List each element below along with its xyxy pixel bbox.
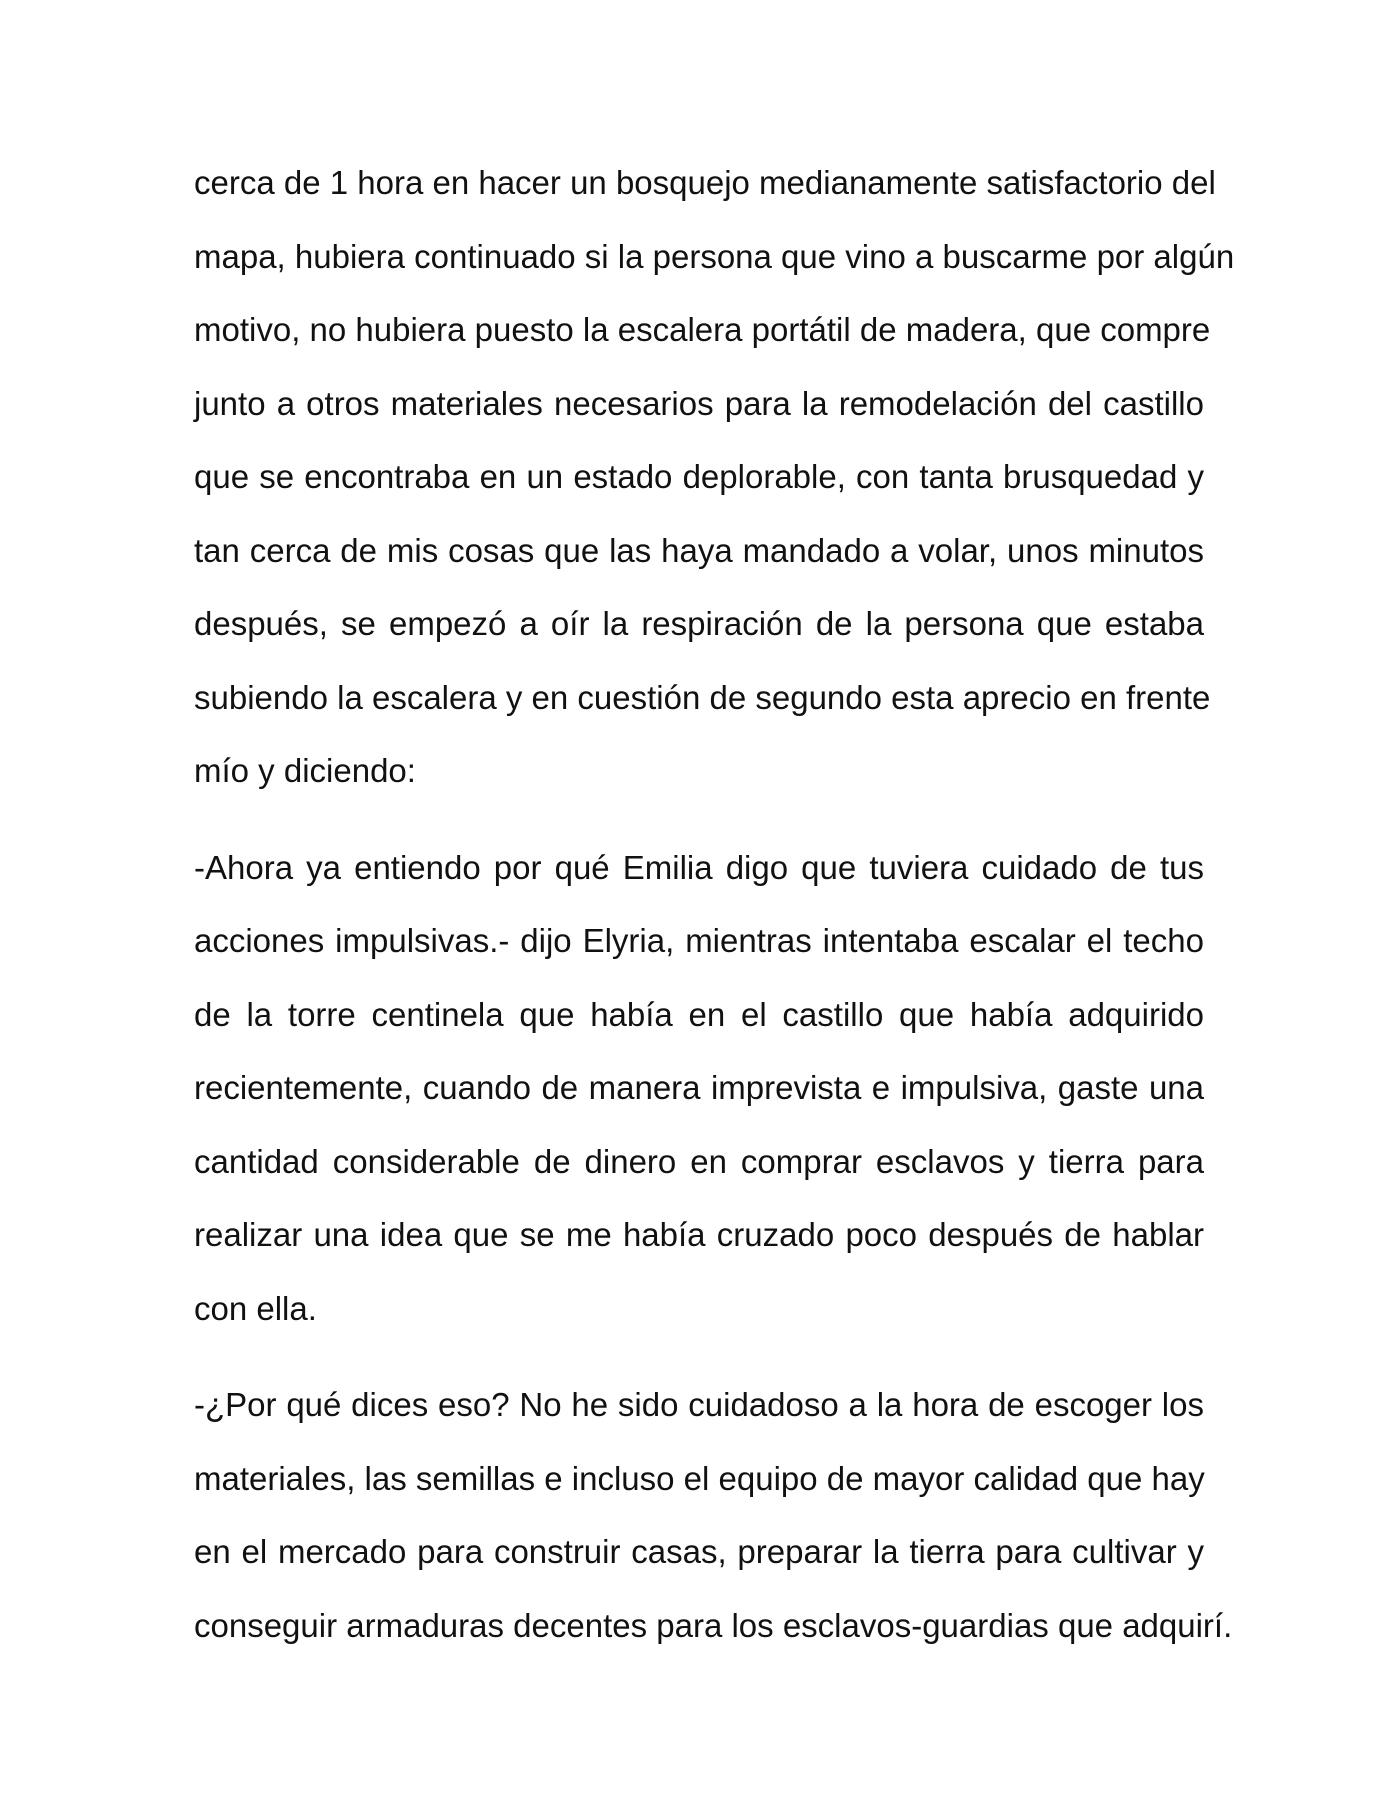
text-line: de la torre centinela que había en el castillo que había adquirido bbox=[194, 995, 1204, 1033]
text-line: después, se empezó a oír la respiración de la persona que estaba bbox=[194, 605, 1204, 642]
text-line: en el mercado para construir casas, preparar la tierra para cultivar y bbox=[194, 1533, 1204, 1570]
text-line: realizar una idea que se me había cruzado poco después de hablar bbox=[194, 1216, 1204, 1253]
document-body bbox=[194, 146, 1235, 1662]
text-line: tan cerca de mis cosas que las haya mandado a volar, unos minutos bbox=[194, 531, 1204, 569]
text-line: acciones impulsivas.- dijo Elyria, mientras intentaba escalar el techo bbox=[194, 922, 1204, 959]
paragraph-2 bbox=[194, 831, 1204, 1346]
text-line: materiales, las semillas e incluso el equipo de mayor calidad que hay bbox=[194, 1459, 1205, 1497]
paragraph-spacer bbox=[194, 1345, 1204, 1368]
text-line: cerca de 1 hora en hacer un bosquejo medianamente satisfactorio del bbox=[194, 164, 1216, 201]
text-line: conseguir armaduras decentes para los esclavos-guardias que adquirí. bbox=[194, 1606, 1233, 1644]
paragraph-spacer bbox=[194, 808, 1204, 831]
paragraph-1 bbox=[194, 146, 1235, 808]
text-line: mío y diciendo: bbox=[194, 752, 416, 789]
text-line: -¿Por qué dices eso? No he sido cuidadoso a la hora de escoger los bbox=[194, 1386, 1204, 1423]
text-line: junto a otros materiales necesarios para la remodelación del castillo bbox=[194, 384, 1204, 422]
text-line: con ella. bbox=[194, 1289, 317, 1327]
text-line: cantidad considerable de dinero en comprar esclavos y tierra para bbox=[194, 1142, 1204, 1180]
text-line: que se encontraba en un estado deplorable, con tanta brusquedad y bbox=[194, 458, 1204, 495]
text-line: recientemente, cuando de manera imprevista e impulsiva, gaste una bbox=[194, 1069, 1204, 1106]
text-line: motivo, no hubiera puesto la escalera portátil de madera, que compre bbox=[194, 311, 1211, 348]
text-line: -Ahora ya entiendo por qué Emilia digo que tuviera cuidado de tus bbox=[194, 848, 1204, 886]
paragraph-3 bbox=[194, 1368, 1233, 1662]
text-line: subiendo la escalera y en cuestión de segundo esta aprecio en frente bbox=[194, 678, 1211, 716]
text-line: mapa, hubiera continuado si la persona que vino a buscarme por algún bbox=[194, 237, 1235, 275]
